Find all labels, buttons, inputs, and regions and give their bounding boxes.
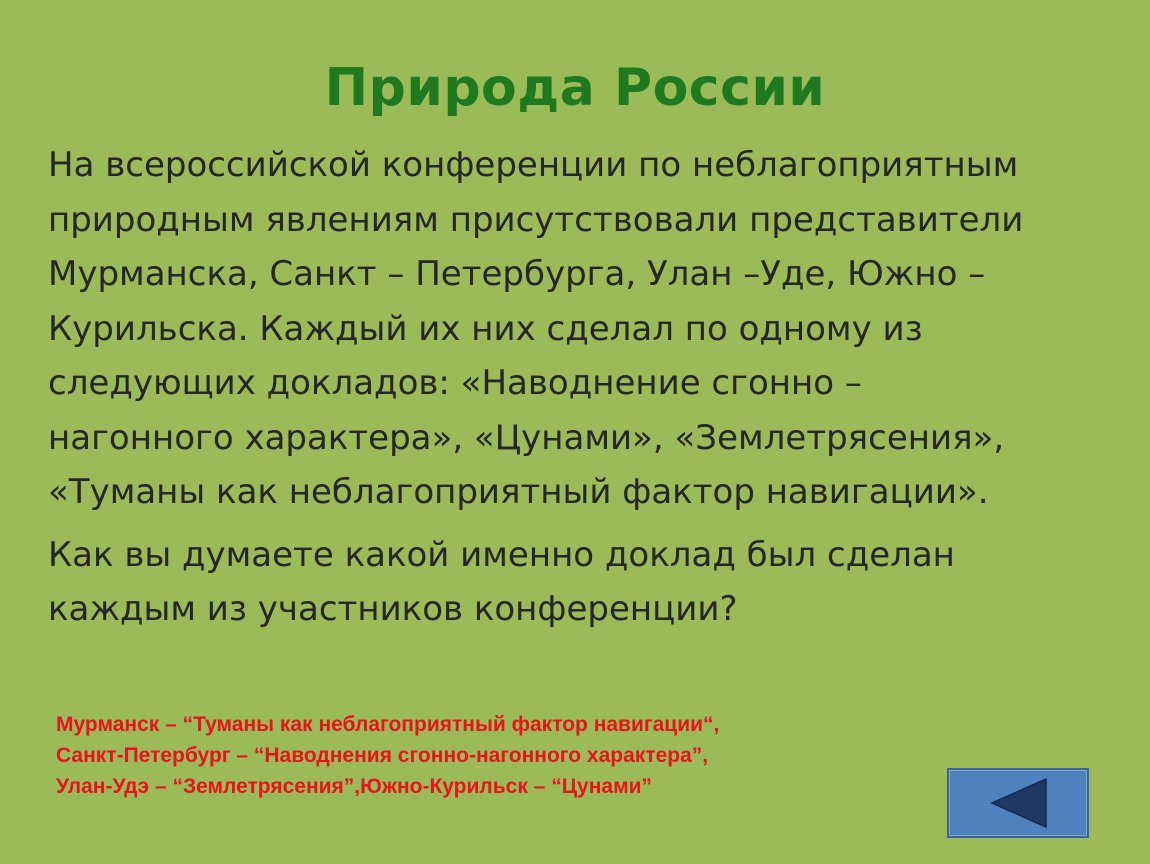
answer-block [56, 709, 936, 802]
answer-line: Улан-Удэ – “Землетрясения”,Южно-Курильск – “Цунами” [56, 775, 653, 798]
left-triangle-icon [949, 770, 1087, 836]
slide-title: Природа России [324, 58, 826, 118]
back-button[interactable] [947, 768, 1089, 838]
answer-line: Мурманск – “Туманы как неблагоприятный фактор навигации“, [56, 713, 720, 736]
task-question: Как вы думаете какой именно доклад был сделан каждым из участников конференции? [48, 534, 955, 629]
task-paragraph: На всероссийской конференции по неблагоприятным природным явлениям присутствовали представители Мурманска, Санкт – Петербурга, Улан –Уде, Южно – Курильска. Каждый их них сделал по одному из следующих докладов: «Наводнение сгонно – нагонного характера», «Цунами», «Землетрясения», «Туманы как неблагоприятный фактор навигации». [48, 145, 1024, 512]
slide-body [48, 138, 1048, 637]
answer-line: Санкт-Петербург – “Наводнения сгонно-нагонного характера”, [56, 744, 709, 767]
